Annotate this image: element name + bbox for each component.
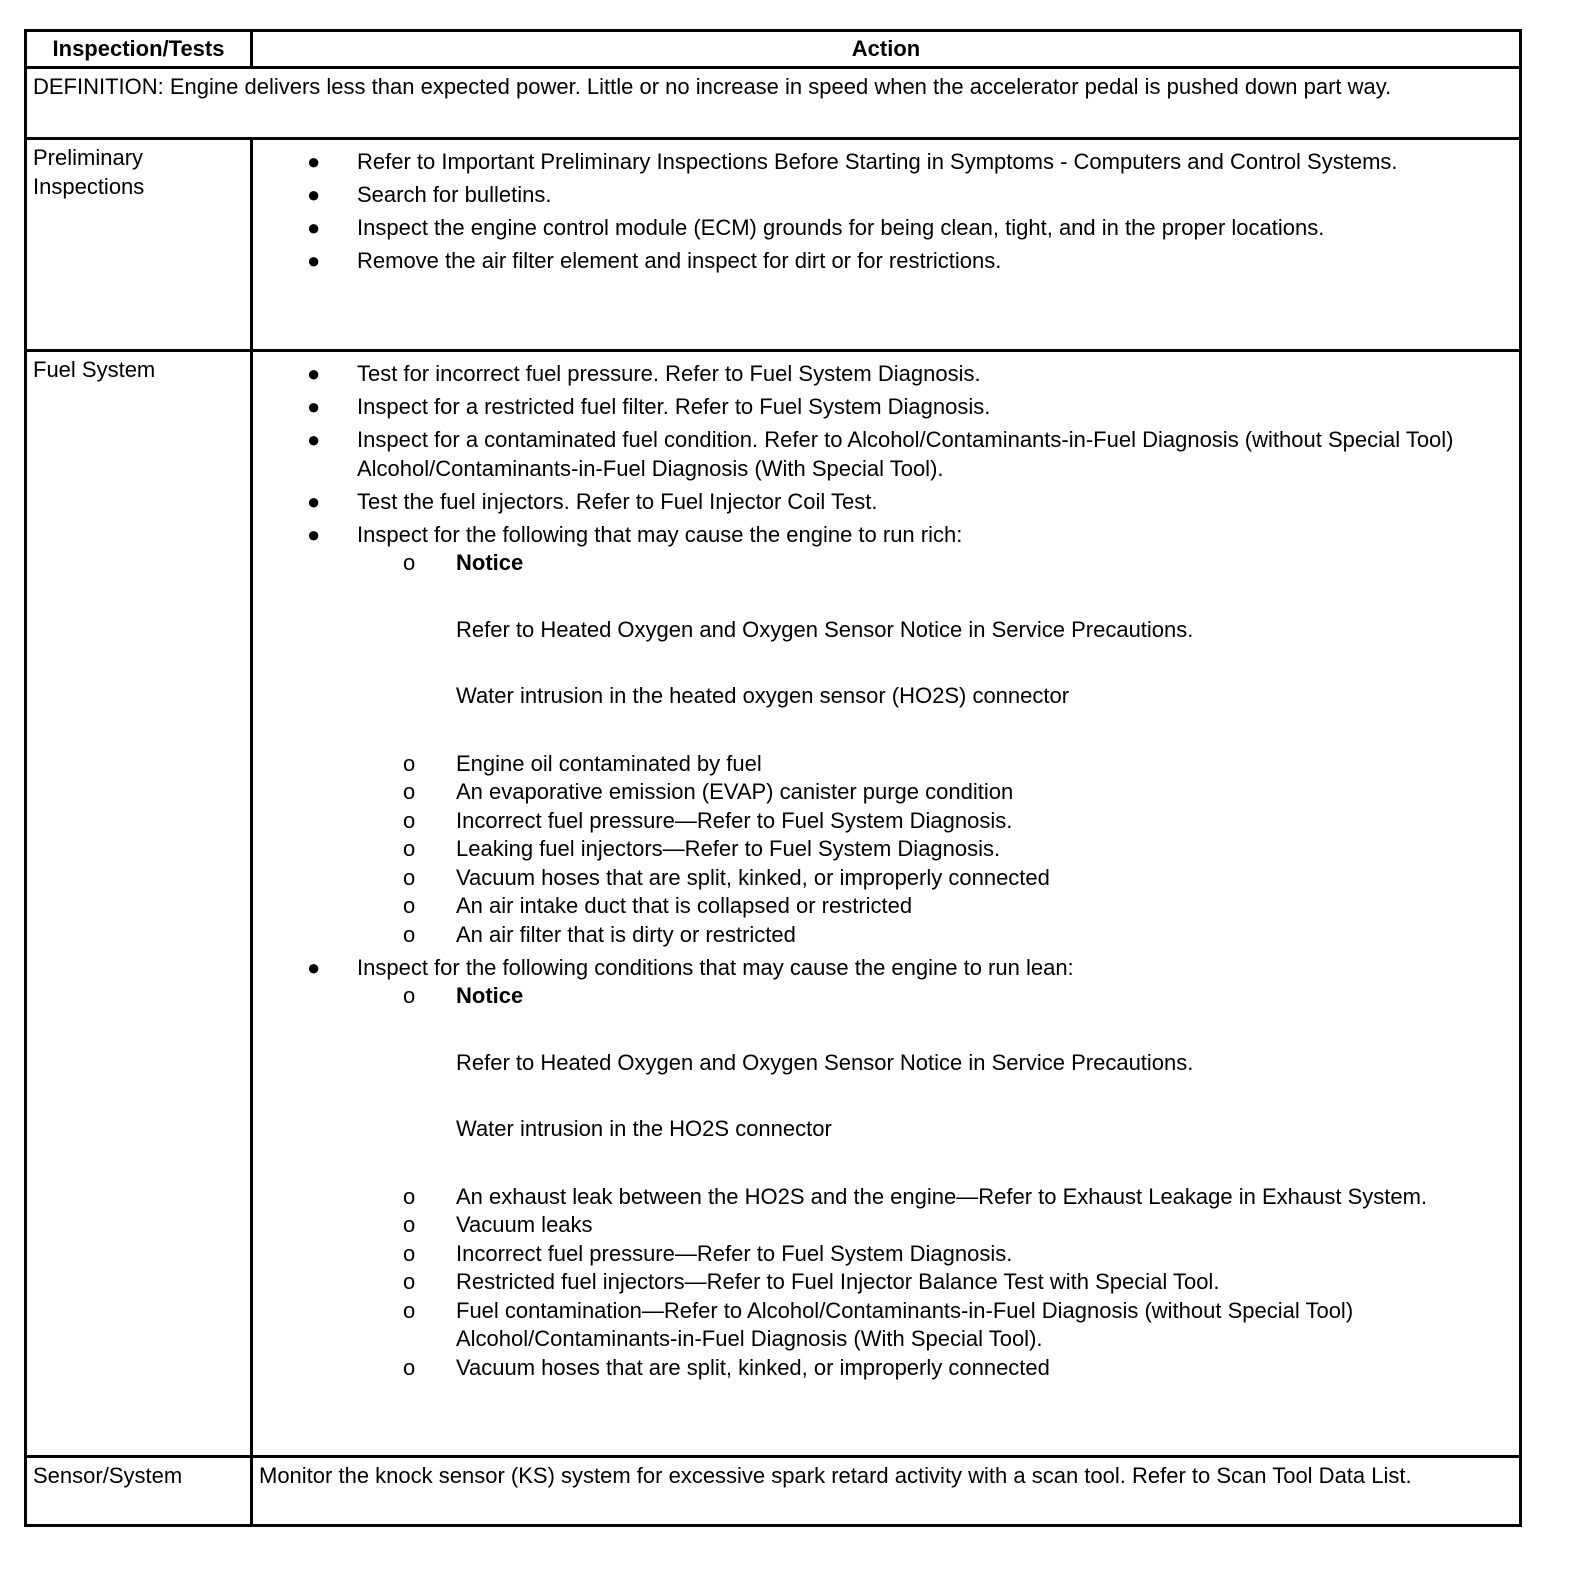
list-item-lean: ● Inspect for the following conditions that may cause the engine to run lean: o Notice Refer to Heated Oxygen and Oxygen Sensor Notice in Service Precautions. Water intrusion in the HO2S connector o An exhaust leak between the HO2S and the engine—Refer to Exhaust Leakage in Exhaust System. o Vacuum leaks o Incorrect fuel pressure—Refer to Fuel System Diagnosis. o Restricted fuel injectors—Refer to Fuel Injector Balance Test with Special Tool. o Fuel contamination—Refer to Alcohol/Contaminants-in-Fuel Diagnosis (without Special Tool) Alcohol/Contaminants-in-Fuel Diagnosis (With Special Tool). o Vacuum hoses that are split, kinked, or improperly connected	[253, 954, 1519, 1383]
sub-list-item: o An evaporative emission (EVAP) canister purge condition	[253, 778, 1469, 807]
bullet-icon: ●	[307, 182, 321, 207]
sub-bullet-icon: o	[403, 1269, 416, 1294]
sub-list-item: o Incorrect fuel pressure—Refer to Fuel System Diagnosis.	[253, 1240, 1469, 1269]
sub-bullet-icon: o	[403, 1354, 416, 1380]
bullet-icon: ●	[307, 394, 321, 419]
notice-detail: Water intrusion in the heated oxygen sensor (HO2S) connector	[456, 683, 1070, 708]
list-item-rich: ● Inspect for the following that may cause the engine to run rich: o Notice Refer to Heated Oxygen and Oxygen Sensor Notice in Service Precautions. Water intrusion in the heated oxygen sensor (HO2S) connector o Engine oil contaminated by fuel o An evaporative emission (EVAP) canister purge condition o Incorrect fuel pressure—Refer to Fuel System Diagnosis. o Leaking fuel injectors—Refer to Fuel System Diagnosis. o Vacuum hoses that are split, kinked, or improperly connected o An air intake duct that is collapsed or restricted o An air filter that is dirty or restricted	[253, 521, 1519, 950]
header-action: Action	[252, 31, 1521, 68]
sub-bullet-icon: o	[403, 1212, 416, 1237]
sub-bullet-icon: o	[403, 864, 416, 890]
list-item: ● Test for incorrect fuel pressure. Refer to Fuel System Diagnosis.	[253, 360, 1519, 389]
notice-text: Refer to Heated Oxygen and Oxygen Sensor Notice in Service Precautions.	[456, 1049, 1194, 1075]
definition-row	[26, 68, 1521, 139]
list-item: ● Search for bulletins.	[253, 181, 1519, 210]
bullet-icon: ●	[307, 361, 321, 386]
sub-list-item: o Incorrect fuel pressure—Refer to Fuel System Diagnosis.	[253, 807, 1469, 836]
sub-list-item: o An exhaust leak between the HO2S and the engine—Refer to Exhaust Leakage in Exhaust System.	[253, 1183, 1469, 1212]
bullet-icon: ●	[307, 149, 321, 174]
definition-text: DEFINITION: Engine delivers less than expected power. Little or no increase in speed when the accelerator pedal is pushed down part way.	[26, 68, 1521, 139]
bullet-icon: ●	[307, 215, 321, 240]
preliminary-actions	[252, 139, 1521, 351]
diagnostic-table	[24, 29, 1522, 1527]
list-item: ● Refer to Important Preliminary Inspections Before Starting in Symptoms - Computers and Control Systems.	[253, 148, 1519, 177]
sub-list-item: o Vacuum hoses that are split, kinked, or improperly connected	[253, 1354, 1469, 1383]
bullet-icon: ●	[307, 521, 321, 547]
sub-bullet-icon: o	[403, 836, 416, 861]
sub-list-item: o An air intake duct that is collapsed or restricted	[253, 892, 1469, 921]
bullet-icon: ●	[307, 954, 321, 980]
sub-list-item: o Leaking fuel injectors—Refer to Fuel System Diagnosis.	[253, 835, 1469, 864]
sub-bullet-icon: o	[403, 1183, 416, 1209]
header-row	[26, 31, 1521, 68]
notice-title: Notice	[456, 550, 524, 575]
sub-list-item: o Restricted fuel injectors—Refer to Fuel Injector Balance Test with Special Tool.	[253, 1268, 1469, 1297]
notice-detail: Water intrusion in the HO2S connector	[456, 1116, 832, 1141]
sub-list-item: o An air filter that is dirty or restricted	[253, 921, 1469, 950]
notice-text: Refer to Heated Oxygen and Oxygen Sensor Notice in Service Precautions.	[456, 616, 1194, 642]
bullet-icon: ●	[307, 488, 321, 514]
list-item: ● Remove the air filter element and inspect for dirt or for restrictions.	[253, 247, 1519, 276]
list-item: ● Inspect for a restricted fuel filter. Refer to Fuel System Diagnosis.	[253, 393, 1519, 422]
list-item: ● Inspect the engine control module (ECM) grounds for being clean, tight, and in the proper locations.	[253, 214, 1519, 243]
bullet-icon: ●	[307, 427, 321, 452]
sub-list-item: o Engine oil contaminated by fuel	[253, 750, 1469, 779]
notice-item	[253, 549, 1469, 750]
fuel-system-actions	[252, 351, 1521, 1457]
list-item: ● Test the fuel injectors. Refer to Fuel Injector Coil Test.	[253, 488, 1519, 517]
sensor-system-action: Monitor the knock sensor (KS) system for excessive spark retard activity with a scan tool. Refer to Scan Tool Data List.	[252, 1457, 1521, 1526]
sub-list-item: o Vacuum hoses that are split, kinked, or improperly connected	[253, 864, 1469, 893]
table-row	[26, 139, 1521, 351]
table-row	[26, 1457, 1521, 1526]
row-label-sensor-system: Sensor/System	[26, 1457, 252, 1526]
list-item: ● Inspect for a contaminated fuel condition. Refer to Alcohol/Contaminants-in-Fuel Diagnosis (without Special Tool) Alcohol/Contaminants-in-Fuel Diagnosis (With Special Tool).	[307, 427, 1454, 481]
sub-bullet-icon: o	[403, 550, 416, 575]
sub-bullet-icon: o	[403, 1297, 416, 1323]
sub-bullet-icon: o	[403, 893, 416, 918]
sub-bullet-icon: o	[403, 807, 416, 833]
row-label-fuel-system: Fuel System	[26, 351, 252, 1457]
notice-title: Notice	[456, 983, 524, 1008]
sub-bullet-icon: o	[403, 1240, 416, 1266]
notice-item	[253, 982, 1469, 1183]
sub-bullet-icon: o	[403, 750, 416, 776]
sub-bullet-icon: o	[403, 779, 416, 804]
header-inspection-tests: Inspection/Tests	[26, 31, 252, 68]
sub-list-item: o Vacuum leaks	[253, 1211, 1469, 1240]
sub-bullet-icon: o	[403, 983, 416, 1008]
sub-list-item: o Fuel contamination—Refer to Alcohol/Contaminants-in-Fuel Diagnosis (without Special Tool) Alcohol/Contaminants-in-Fuel Diagnosis (With Special Tool).	[403, 1297, 1354, 1351]
bullet-icon: ●	[307, 248, 321, 273]
row-label-preliminary: Preliminary Inspections	[26, 139, 252, 351]
table-row	[26, 351, 1521, 1457]
sub-bullet-icon: o	[403, 921, 416, 947]
